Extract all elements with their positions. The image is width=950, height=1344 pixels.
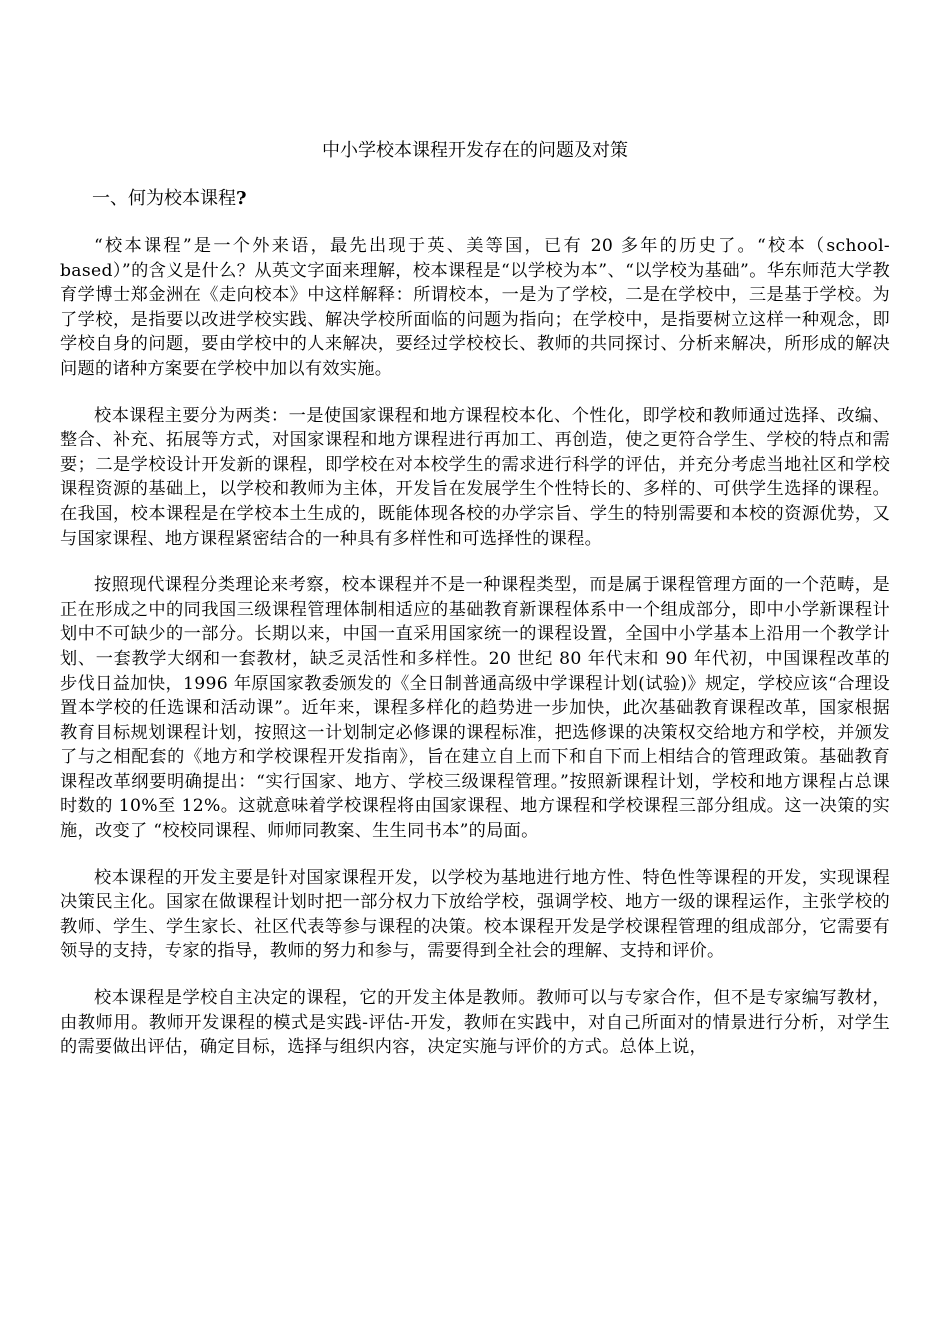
section-heading xyxy=(92,186,247,212)
section-heading-mark: ? xyxy=(236,188,247,209)
paragraph-1: “校本课程”是一个外来语，最先出现于英、美等国，已有 20 多年的历史了。“校本（school-based）”的含义是什么？从英文字面来理解，校本课程是“以学校为本”、“以学校为基础”。华东师范大学教育学博士郑金洲在《走向校本》中这样解释：所谓校本，一是为了学校，二是在学校中，三是基于学校。为了学校，是指要以改进学校实践、解决学校所面临的问题为指向；在学校中，是指要树立这样一种观念，即学校自身的问题，要由学校中的人来解决，要经过学校校长、教师的共同探讨、分析来解决，所形成的解决问题的诸种方案要在学校中加以有效实施。 xyxy=(60,236,890,379)
document-body xyxy=(60,234,890,1082)
paragraph-3: 按照现代课程分类理论来考察，校本课程并不是一种课程类型，而是属于课程管理方面的一个范畴，是正在形成之中的同我国三级课程管理体制相适应的基础教育新课程体系中一个组成部分，即中小学新课程计划中不可缺少的一部分。长期以来，中国一直采用国家统一的课程设置，全国中小学基本上沿用一个教学计划、一套教学大纲和一套教材，缺乏灵活性和多样性。20 世纪 80 年代末和 90 年代初，中国课程改革的步伐日益加快，1996 年原国家教委颁发的《全日制普通高级中学课程计划(试验)》规定，学校应该“合理设置本学校的任选课和活动课”。近年来，课程多样化的趋势进一步加快，此次基础教育课程改革，国家根据教育目标规划课程计划，按照这一计划制定必修课的课程标准，把选修课的决策权交给地方和学校，并颁发了与之相配套的《地方和学校课程开发指南》，旨在建立自上而下和自下而上相结合的管理政策。基础教育课程改革纲要明确提出：“实行国家、地方、学校三级课程管理。”按照新课程计划，学校和地方课程占总课时数的 10%至 12%。这就意味着学校课程将由国家课程、地方课程和学校课程三部分组成。这一决策的实施，改变了 “校校同课程、师师同教案、生生同书本”的局面。 xyxy=(60,575,890,842)
section-heading-text: 一、何为校本课程 xyxy=(92,188,236,209)
paragraph-4: 校本课程的开发主要是针对国家课程开发，以学校为基地进行地方性、特色性等课程的开发，实现课程决策民主化。国家在做课程计划时把一部分权力下放给学校，强调学校、地方一级的课程运作，主张学校的教师、学生、学生家长、社区代表等参与课程的决策。校本课程开发是学校课程管理的组成部分，它需要有领导的支持，专家的指导，教师的努力和参与，需要得到全社会的理解、支持和评价。 xyxy=(60,867,890,962)
paragraph-5: 校本课程是学校自主决定的课程，它的开发主体是教师。教师可以与专家合作，但不是专家编写教材，由教师用。教师开发课程的模式是实践-评估-开发，教师在实践中，对自己所面对的情景进行分析，对学生的需要做出评估，确定目标，选择与组织内容，决定实施与评价的方式。总体上说， xyxy=(60,988,890,1058)
document-title: 中小学校本课程开发存在的问题及对策 xyxy=(322,140,628,161)
paragraph-2: 校本课程主要分为两类：一是使国家课程和地方课程校本化、个性化，即学校和教师通过选择、改编、整合、补充、拓展等方式，对国家课程和地方课程进行再加工、再创造，使之更符合学生、学校的特点和需要；二是学校设计开发新的课程，即学校在对本校学生的需求进行科学的评估，并充分考虑当地社区和学校课程资源的基础上，以学校和教师为主体，开发旨在发展学生个性特长的、多样的、可供学生选择的课程。在我国，校本课程是在学校本土生成的，既能体现各校的办学宗旨、学生的特别需要和本校的资源优势，又与国家课程、地方课程紧密结合的一种具有多样性和可选择性的课程。 xyxy=(60,405,890,549)
